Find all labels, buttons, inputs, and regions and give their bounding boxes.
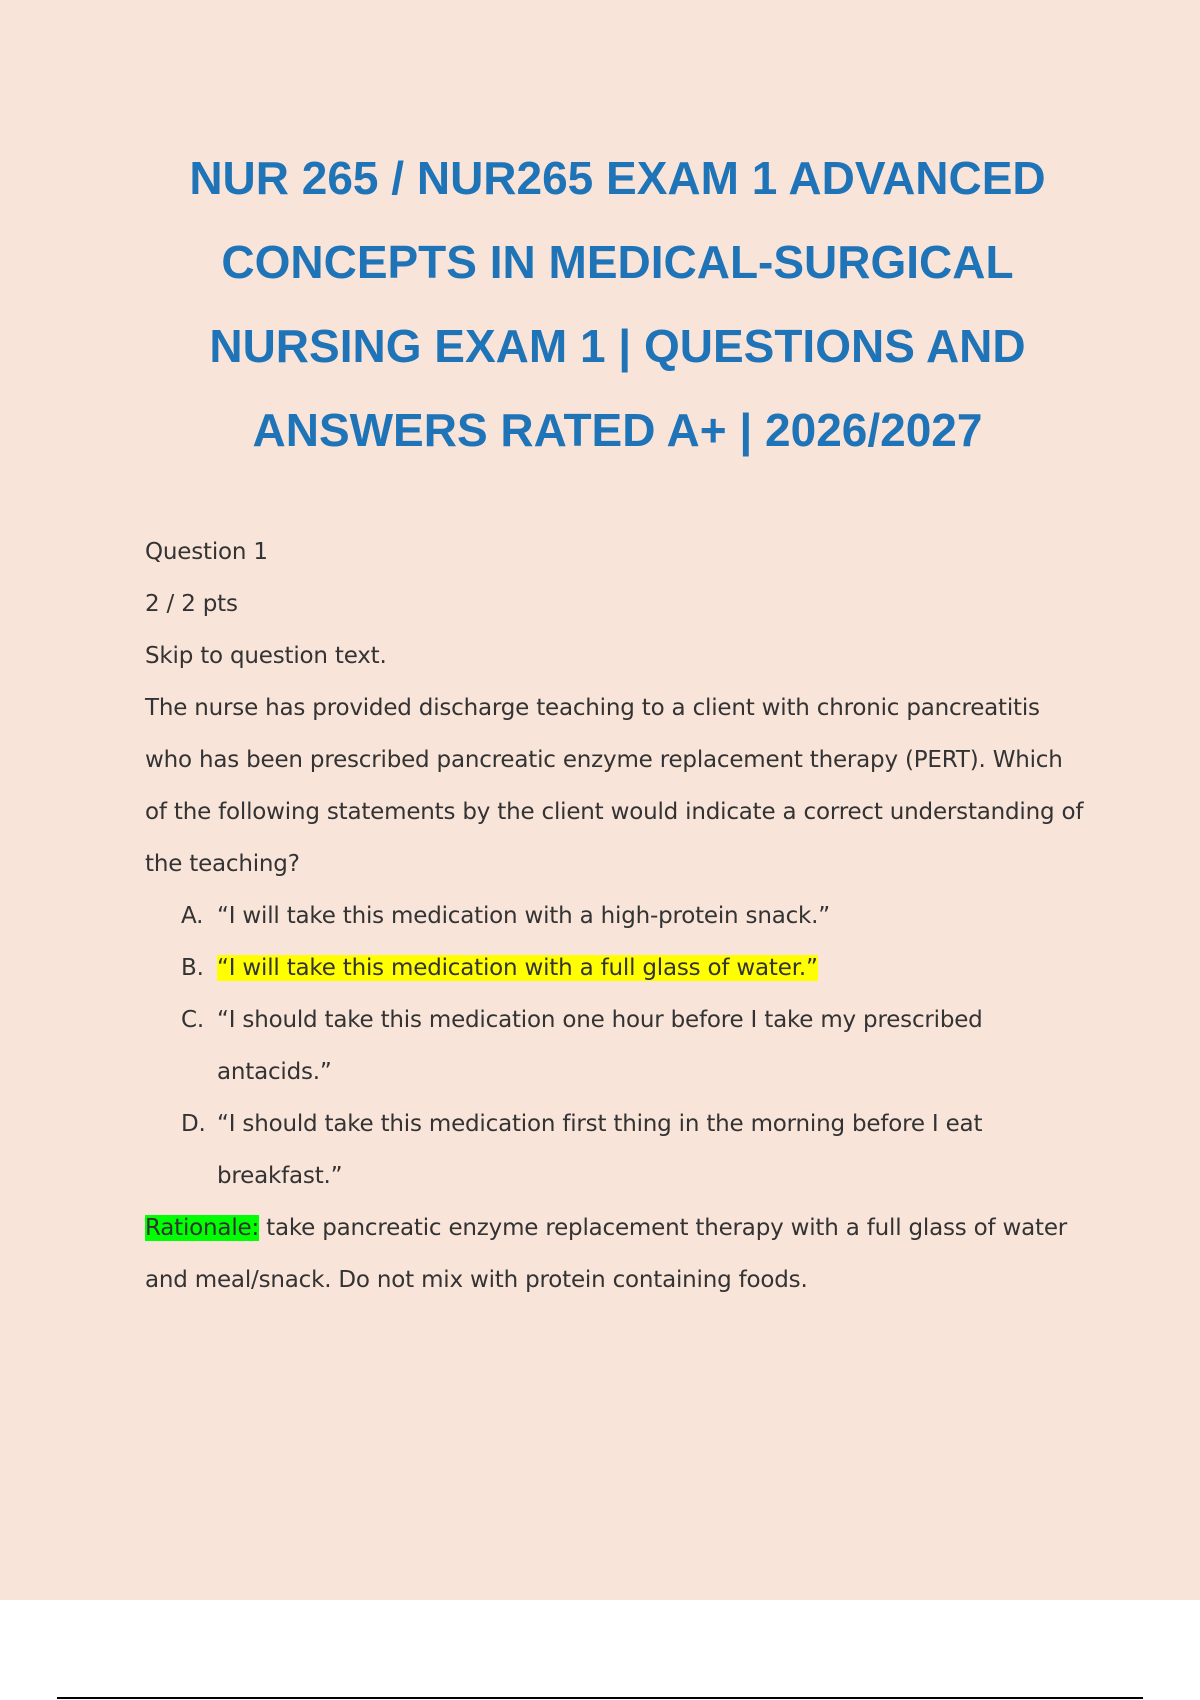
answer-option-b [145, 942, 1085, 994]
option-text [217, 1098, 1085, 1202]
answer-option-a [145, 890, 1085, 942]
option-letter: A. [181, 903, 204, 929]
rationale-label: Rationale: [145, 1215, 260, 1241]
option-text [217, 942, 1085, 994]
option-text-content: “I should take this medication one hour before I take my prescribed antacids.” [217, 1007, 983, 1085]
question-block [145, 526, 1085, 1306]
option-letter: D. [181, 1111, 206, 1137]
option-text [217, 890, 1085, 942]
title-line: ANSWERS RATED A+ | 2026/2027 [252, 404, 983, 456]
document-title [140, 136, 1095, 472]
question-number: Question 1 [145, 539, 268, 565]
question-stem: The nurse has provided discharge teaching to a client with chronic pancreatitis who has been prescribed pancreatic enzyme replacement therapy (PERT). Which of the following statements by the client would indicate a correct understanding of the teaching? [145, 695, 1084, 877]
rationale-text: take pancreatic enzyme replacement therapy with a full glass of water and meal/snack. Do not mix with protein containing foods. [145, 1215, 1068, 1293]
answer-option-d [145, 1098, 1085, 1202]
option-text-content: “I should take this medication first thing in the morning before I eat breakfast.” [217, 1111, 983, 1189]
title-line: NURSING EXAM 1 | QUESTIONS AND [209, 320, 1026, 372]
option-letter: B. [181, 955, 204, 981]
rationale [145, 1202, 1085, 1306]
option-text [217, 994, 1085, 1098]
skip-to-question-link[interactable]: Skip to question text. [145, 643, 387, 669]
correct-answer-highlight: “I will take this medication with a full glass of water.” [217, 955, 818, 981]
option-text-content: “I will take this medication with a high-protein snack.” [217, 903, 830, 929]
title-line: CONCEPTS IN MEDICAL-SURGICAL [221, 236, 1014, 288]
answer-options [145, 890, 1085, 1202]
title-line: NUR 265 / NUR265 EXAM 1 ADVANCED [189, 152, 1046, 204]
answer-option-c [145, 994, 1085, 1098]
option-letter: C. [181, 1007, 204, 1033]
question-points: 2 / 2 pts [145, 591, 238, 617]
footer-divider [57, 1697, 1143, 1699]
